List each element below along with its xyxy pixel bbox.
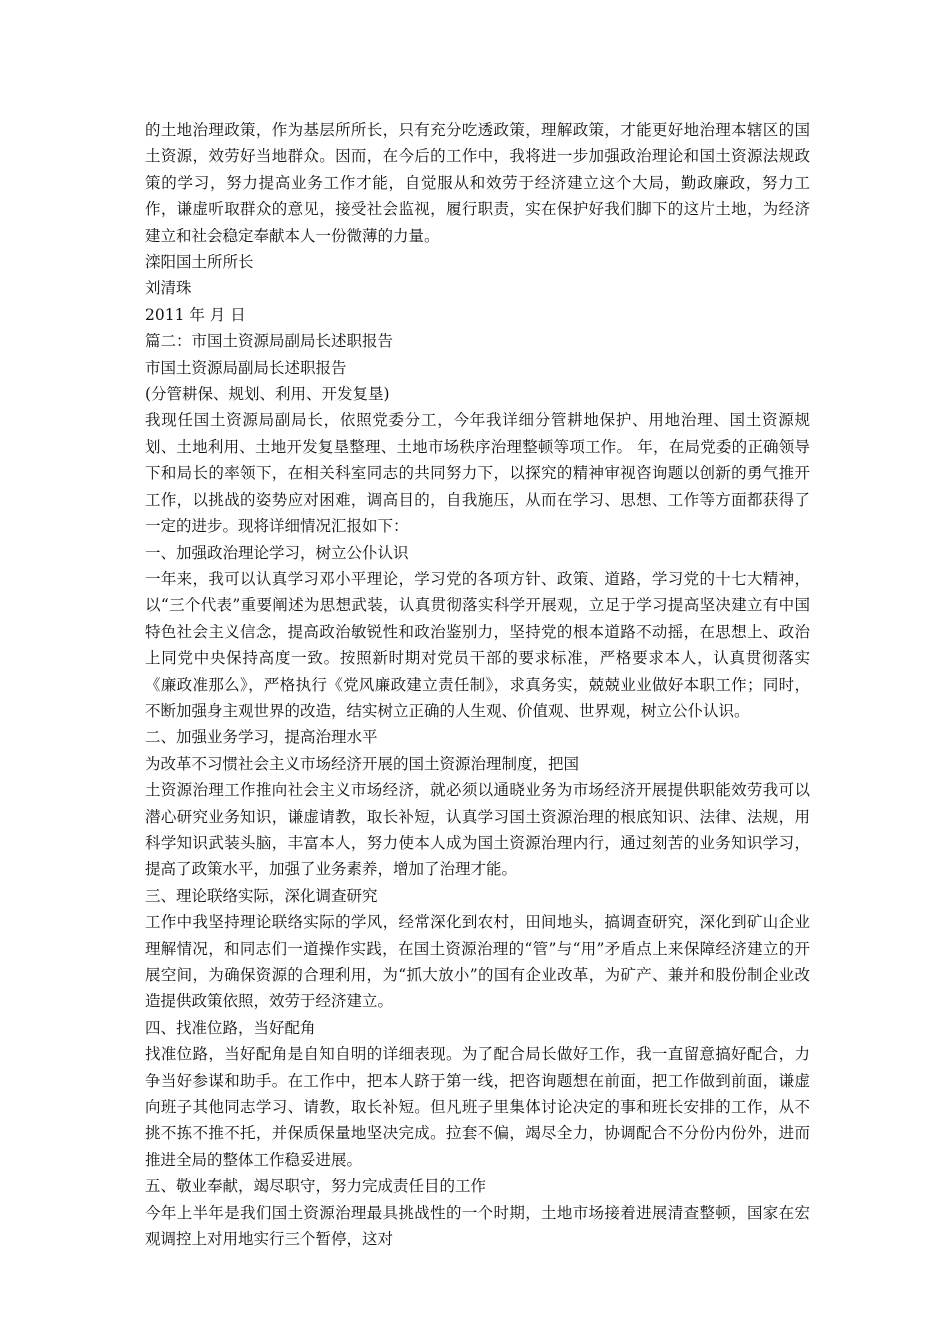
section-heading-2: 二、加强业务学习，提高治理水平 xyxy=(145,728,378,747)
signature-name: 刘清珠 xyxy=(145,279,192,298)
paragraph-section-1: 一年来，我可以认真学习邓小平理论，学习党的各项方针、政策、道路，学习党的十七大精神，以“三个代表”重要阐述为思想武装，认真贯彻落实科学开展观，立足于学习提高坚决建立有中国特色社会主义信念，提高政治敏锐性和政治鉴别力，坚持党的根本道路不动摇，在思想上、政治上同党中央保持高度一致。按照新时期对党员干部的要求标准，严格要求本人，认真贯彻落实《廉政准那么》，严格执行《党风廉政建立责任制》，求真务实，兢兢业业做好本职工作；同时，不断加强身主观世界的改造，结实树立正确的人生观、价值观、世界观，树立公仆认识。 xyxy=(145,569,810,720)
paragraph-section-4: 找准位路，当好配角是自知自明的详细表现。为了配合局长做好工作，我一直留意搞好配合，力争当好参谋和助手。在工作中，把本人跻于第一线，把咨询题想在前面，把工作做到前面，谦虚向班子其他同志学习、请教，取长补短。但凡班子里集体讨论决定的事和班长安排的工作，从不挑不拣不推不托，并保质保量地坚决完成。拉套不偏，竭尽全力，协调配合不分份内份外，进而推进全局的整体工作稳妥进展。 xyxy=(145,1045,810,1169)
paragraph-section-5: 今年上半年是我们国土资源治理最具挑战性的一个时期，土地市场接着进展清查整顿，国家在宏观调控上对用地实行三个暂停，这对 xyxy=(145,1203,810,1249)
document-body xyxy=(145,117,810,1252)
paragraph-section-2: 土资源治理工作推向社会主义市场经济，就必须以通晓业务为市场经济开展提供职能效劳我可以潜心研究业务知识，谦虚请教，取长补短，认真学习国土资源治理的根底知识、法律、法规，用科学知识武装头脑，丰富本人，努力使本人成为国土资源治理内行，通过刻苦的业务知识学习，提高了政策水平，加强了业务素养，增加了治理才能。 xyxy=(145,781,810,879)
paragraph-intro-continuation: 的土地治理政策，作为基层所所长，只有充分吃透政策，理解政策，才能更好地治理本辖区的国土资源，效劳好当地群众。因而，在今后的工作中，我将进一步加强政治理论和国土资源法规政策的学习，努力提高业务工作才能，自觉服从和效劳于经济建立这个大局，勤政廉政，努力工作，谦虚听取群众的意见，接受社会监视，履行职责，实在保护好我们脚下的这片土地，为经济建立和社会稳定奉献本人一份微薄的力量。 xyxy=(145,121,810,245)
signature-position: 滦阳国土所所长 xyxy=(145,253,254,272)
report-title: 市国土资源局副局长述职报告 xyxy=(145,358,347,377)
section-heading-5: 五、敬业奉献，竭尽职守，努力完成责任目的工作 xyxy=(145,1177,487,1196)
report-subtitle: (分管耕保、规划、利用、开发复垦) xyxy=(145,385,390,404)
signature-date: 2011 年 月 日 xyxy=(145,305,246,324)
section-heading-4: 四、找准位路，当好配角 xyxy=(145,1018,316,1037)
paragraph-section-2-line-1: 为改革不习惯社会主义市场经济开展的国土资源治理制度，把国 xyxy=(145,754,580,773)
paragraph-section-3: 工作中我坚持理论联络实际的学风，经常深化到农村，田间地头，搞调查研究，深化到矿山企业理解情况，和同志们一道操作实践，在国土资源治理的“管”与“用”矛盾点上来保障经济建立的开展空间，为确保资源的合理利用，为“抓大放小”的国有企业改革，为矿产、兼并和股份制企业改造提供政策依照，效劳于经济建立。 xyxy=(145,913,810,1011)
section-heading-3: 三、理论联络实际，深化调查研究 xyxy=(145,886,378,905)
paragraph-introduction: 我现任国土资源局副局长，依照党委分工，今年我详细分管耕地保护、用地治理、国土资源规划、土地利用、土地开发复垦整理、土地市场秩序治理整顿等项工作。 年，在局党委的正确领导下和局长的率领下，在相关科室同志的共同努力下，以探究的精神审视咨询题以创新的勇气推开工作，以挑战的姿势应对困难，调高目的，自我施压，从而在学习、思想、工作等方面都获得了一定的进步。现将详细情况汇报如下： xyxy=(145,411,810,536)
section-heading-1: 一、加强政治理论学习，树立公仆认识 xyxy=(145,543,409,562)
chapter-heading: 篇二：市国土资源局副局长述职报告 xyxy=(145,332,394,351)
